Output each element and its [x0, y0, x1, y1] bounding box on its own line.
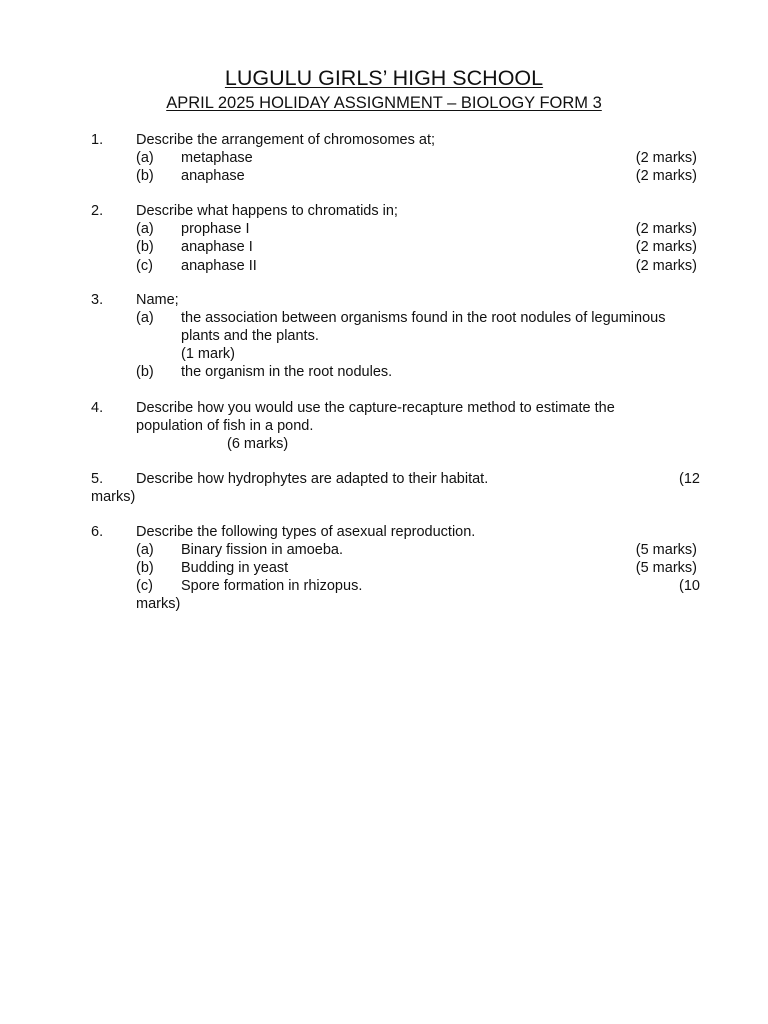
part-text: the organism in the root nodules. — [181, 364, 393, 380]
question-text: Describe how hydrophytes are adapted to their habitat. — [136, 471, 489, 487]
question-number: 3. — [91, 292, 104, 308]
question-text-continued: population of fish in a pond. — [136, 418, 314, 434]
part-marks: (1 mark) — [181, 346, 235, 362]
part-label: (a) — [136, 310, 154, 326]
question-number: 2. — [91, 203, 104, 219]
part-marks: (2 marks) — [635, 168, 697, 184]
part-text: anaphase II — [181, 258, 257, 274]
part-label: (a) — [136, 542, 154, 558]
part-marks: (2 marks) — [635, 221, 697, 237]
question-marks: (6 marks) — [227, 436, 289, 452]
part-label: (a) — [136, 221, 154, 237]
part-marks: (2 marks) — [635, 150, 697, 166]
question-text: Describe what happens to chromatids in; — [136, 203, 398, 219]
part-marks: (5 marks) — [635, 542, 697, 558]
question-marks-close: marks) — [91, 489, 136, 505]
part-text-continued: plants and the plants. — [181, 328, 319, 344]
part-label: (b) — [136, 239, 154, 255]
part-text: Binary fission in amoeba. — [181, 542, 343, 558]
part-marks: (2 marks) — [635, 258, 697, 274]
part-label: (c) — [136, 258, 153, 274]
question-text: Describe the following types of asexual reproduction. — [136, 524, 476, 540]
school-name-heading: LUGULU GIRLS’ HIGH SCHOOL — [224, 66, 544, 90]
part-text: prophase I — [181, 221, 250, 237]
part-text: Spore formation in rhizopus. — [181, 578, 363, 594]
part-marks: (5 marks) — [635, 560, 697, 576]
part-marks-open: (10 — [679, 578, 700, 594]
part-label: (c) — [136, 578, 153, 594]
part-label: (b) — [136, 560, 154, 576]
question-number: 1. — [91, 132, 104, 148]
part-text: Budding in yeast — [181, 560, 289, 576]
part-label: (b) — [136, 168, 154, 184]
question-number: 5. — [91, 471, 104, 487]
assignment-title-heading: APRIL 2025 HOLIDAY ASSIGNMENT – BIOLOGY FORM 3 — [166, 94, 602, 112]
part-text: anaphase I — [181, 239, 253, 255]
question-text: Name; — [136, 292, 179, 308]
part-marks-close: marks) — [136, 596, 181, 612]
question-marks-open: (12 — [679, 471, 700, 487]
part-text: the association between organisms found in the root nodules of leguminous — [181, 310, 666, 326]
part-marks: (2 marks) — [635, 239, 697, 255]
question-text: Describe the arrangement of chromosomes at; — [136, 132, 435, 148]
question-text: Describe how you would use the capture-recapture method to estimate the — [136, 400, 615, 416]
question-number: 4. — [91, 400, 104, 416]
question-number: 6. — [91, 524, 104, 540]
part-label: (b) — [136, 364, 154, 380]
part-label: (a) — [136, 150, 154, 166]
part-text: anaphase — [181, 168, 245, 184]
part-text: metaphase — [181, 150, 253, 166]
